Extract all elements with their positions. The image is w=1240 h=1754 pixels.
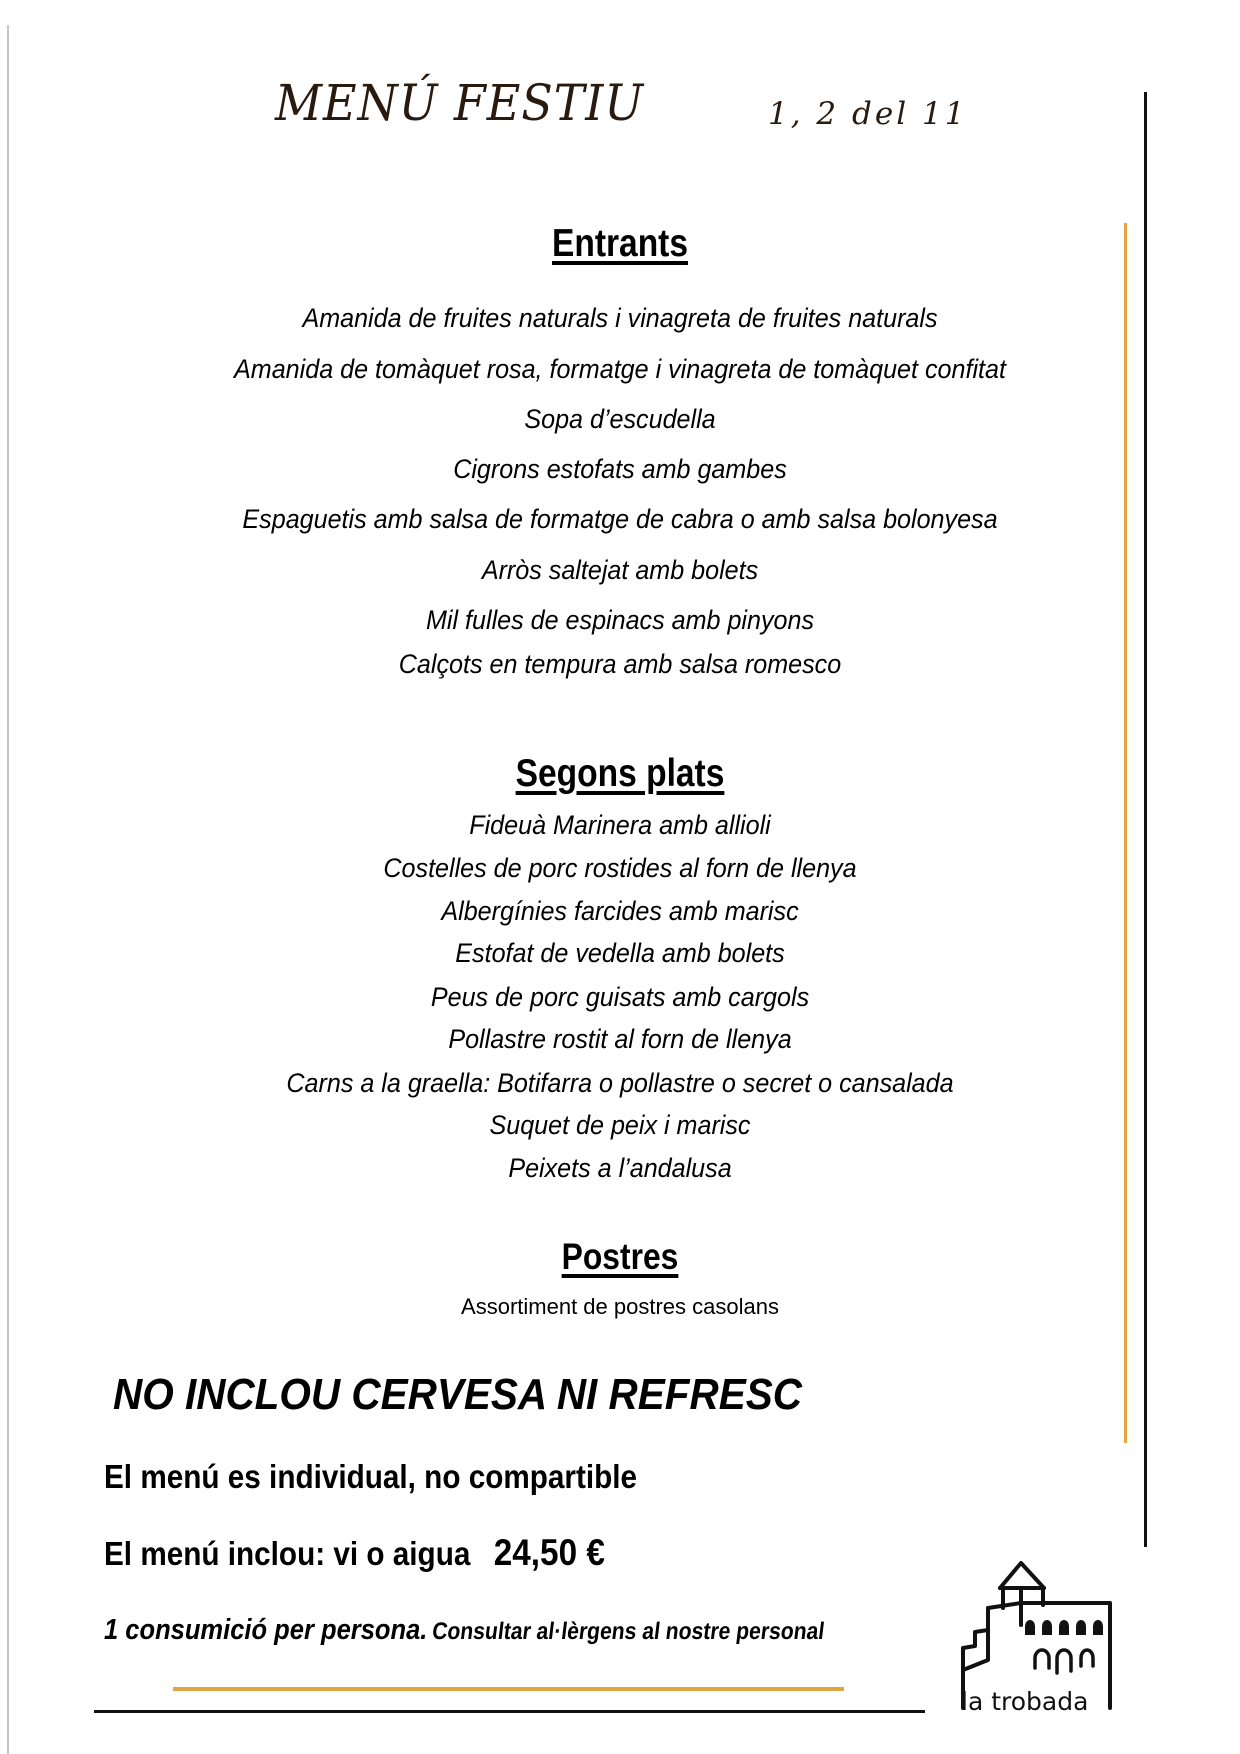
menu-price: 24,50 €: [493, 1532, 605, 1573]
menu-item: Peus de porc guisats amb cargols: [430, 982, 810, 1012]
allergens-note: Consultar al·lèrgens al nostre personal: [431, 1618, 827, 1645]
section-heading-postres: Postres: [561, 1236, 679, 1277]
consumption-note: 1 consumició per persona.: [104, 1614, 428, 1646]
menu-item: Carns a la graella: Botifarra o pollastre o secret o cansalada: [286, 1068, 954, 1098]
drinks-not-included-notice: NO INCLOU CERVESA NI REFRESC: [113, 1370, 802, 1419]
menu-item: Mil fulles de espinacs amb pinyons: [425, 605, 815, 635]
section-heading-segons-plats: Segons plats: [515, 752, 725, 795]
menu-item: Estofat de vedella amb bolets: [455, 938, 785, 968]
menu-item: Pollastre rostit al forn de llenya: [448, 1024, 792, 1054]
svg-text:la trobada: la trobada: [961, 1687, 1089, 1716]
footnote-line: [104, 1614, 825, 1647]
menu-item: Calçots en tempura amb salsa romesco: [398, 649, 842, 679]
left-border-line: [7, 25, 9, 1754]
menu-item: Espaguetis amb salsa de formatge de cabra o amb salsa bolonyesa: [242, 504, 998, 534]
bottom-orange-rule: [173, 1687, 844, 1691]
menu-item: Arròs saltejat amb bolets: [481, 555, 759, 585]
menu-item: Albergínies farcides amb marisc: [441, 896, 799, 926]
menu-date: 1, 2 del 11: [768, 96, 968, 132]
menu-item: Fideuà Marinera amb allioli: [469, 810, 771, 840]
menu-item: Amanida de tomàquet rosa, formatge i vinagreta de tomàquet confitat: [234, 354, 1006, 384]
menu-item: Costelles de porc rostides al forn de llenya: [383, 853, 857, 883]
menu-item: Amanida de fruites naturals i vinagreta de fruites naturals: [302, 303, 938, 333]
menu-item: Suquet de peix i marisc: [489, 1110, 751, 1140]
section-heading-entrants: Entrants: [551, 222, 689, 265]
individual-menu-note: El menú es individual, no compartible: [104, 1458, 638, 1495]
menu-item: Sopa d’escudella: [524, 404, 716, 434]
menu-title: MENÚ FESTIU: [275, 74, 645, 132]
la-trobada-logo: [955, 1560, 1145, 1720]
menu-item: Assortiment de postres casolans: [461, 1294, 779, 1319]
menu-includes-line: [104, 1532, 605, 1574]
menu-item: Peixets a l’andalusa: [508, 1153, 732, 1183]
bottom-black-rule: [94, 1710, 925, 1713]
castle-building-icon: [955, 1560, 1145, 1720]
menu-item: Cigrons estofats amb gambes: [453, 454, 787, 484]
menu-includes-text: El menú inclou: vi o aigua: [104, 1535, 471, 1572]
